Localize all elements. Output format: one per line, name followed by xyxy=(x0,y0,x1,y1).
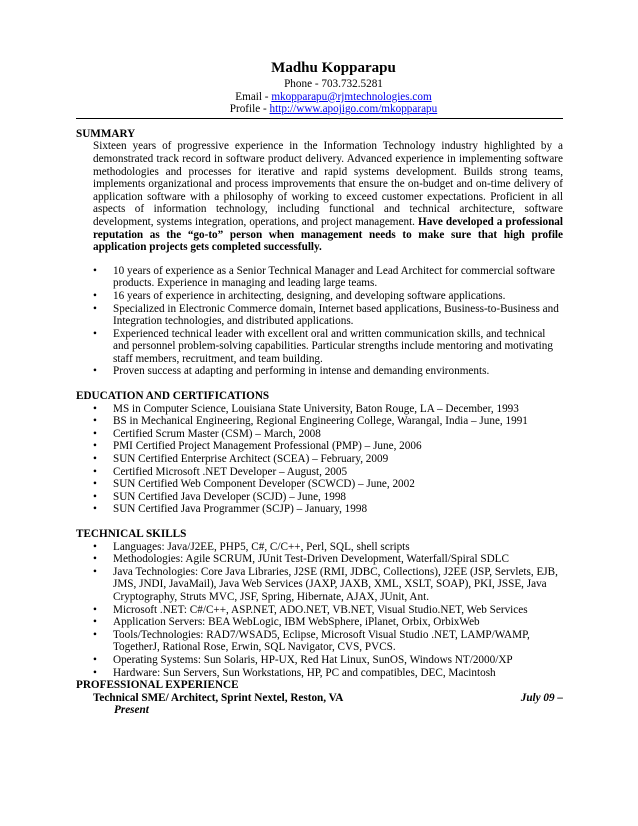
summary-text: Sixteen years of progressive experience in the Information Technology industry highlighted by a demonstrated track record in software product delivery. Advanced experience in implementing software methodologies and processes for iterative and rapid systems development. Builds strong teams, implements organizational and process improvements that ensure the on-budget and on-time delivery of application software with a philosophy of working to exceed customer expectations. Proficient in all aspects of information technology, including functional and technical architecture, software development, systems integration, operations, and project management. xyxy=(93,140,563,228)
email-line xyxy=(104,91,563,104)
bullet-icon: • xyxy=(93,302,97,315)
list-item: • MS in Computer Science, Louisiana State University, Baton Rouge, LA – December, 1993 xyxy=(93,402,519,415)
list-item: • 10 years of experience as a Senior Technical Manager and Lead Architect for commercial software products. Experience in managing and leading large teams. xyxy=(93,264,555,290)
bullet-icon: • xyxy=(93,565,97,578)
skills-heading: TECHNICAL SKILLS xyxy=(76,528,187,540)
list-item: • Tools/Technologies: RAD7/WSAD5, Eclipse, Microsoft Visual Studio .NET, LAMP/WAMP, TogetherJ, Rational Rose, Erwin, SQL Navigator, CVS, PVCS. xyxy=(93,628,530,654)
bullet-icon: • xyxy=(93,289,97,302)
bullet-icon: • xyxy=(93,453,97,466)
bullet-icon: • xyxy=(93,653,97,666)
list-item: • BS in Mechanical Engineering, Regional Engineering College, Warangal, India – June, 1991 xyxy=(93,415,528,428)
summary-heading: SUMMARY xyxy=(76,127,136,140)
list-item: • PMI Certified Project Management Professional (PMP) – June, 2006 xyxy=(93,440,422,453)
list-item: • Methodologies: Agile SCRUM, JUnit Test-Driven Development, Waterfall/Spiral SDLC xyxy=(93,553,509,566)
bullet-icon: • xyxy=(93,503,97,516)
summary-bullets xyxy=(93,265,563,378)
bullet-icon: • xyxy=(93,440,97,453)
summary-paragraph xyxy=(93,140,563,253)
list-item: • Specialized in Electronic Commerce domain, Internet based applications, Business-to-Business and Integration technologies, and distributed applications. xyxy=(93,302,559,328)
list-item: • SUN Certified Web Component Developer (SCWCD) – June, 2002 xyxy=(93,478,415,491)
email-label: Email - xyxy=(235,90,272,103)
list-item: • SUN Certified Java Programmer (SCJP) – January, 1998 xyxy=(93,503,368,516)
list-item: • Certified Microsoft .NET Developer – August, 2005 xyxy=(93,465,348,478)
list-item: • Application Servers: BEA WebLogic, IBM WebSphere, iPlanet, Orbix, OrbixWeb xyxy=(93,616,480,629)
profile-link[interactable]: http://www.apojigo.com/mkopparapu xyxy=(269,103,438,116)
job-title: Technical SME/ Architect, Sprint Nextel, Reston, VA xyxy=(93,691,344,704)
email-link[interactable]: mkopparapu@rjmtechnologies.com xyxy=(271,90,432,103)
bullet-icon: • xyxy=(93,465,97,478)
list-item: • Microsoft .NET: C#/C++, ASP.NET, ADO.NET, VB.NET, Visual Studio.NET, Web Services xyxy=(93,603,528,616)
phone-line: Phone - 703.732.5281 xyxy=(284,78,383,90)
bullet-icon: • xyxy=(93,616,97,629)
resume-header xyxy=(104,60,563,116)
list-item: • Certified Scrum Master (CSM) – March, 2008 xyxy=(93,427,321,440)
summary-bold-text: Have developed a professional reputation as the “go-to” person when management needs to make sure that high profile application projects gets completed successfully. xyxy=(93,215,563,254)
profile-label: Profile - xyxy=(229,103,270,116)
list-item: • Operating Systems: Sun Solaris, HP-UX, Red Hat Linux, SunOS, Windows NT/2000/XP xyxy=(93,653,513,666)
list-item: • Experienced technical leader with excellent oral and written communication skills, and technical and personnel problem-solving capabilities. Particular strengths include mentoring and motivating staff members, recruitment, and team building. xyxy=(93,327,553,365)
bullet-icon: • xyxy=(93,666,97,679)
profile-line xyxy=(104,103,563,116)
candidate-name: Madhu Kopparapu xyxy=(271,60,396,76)
education-bullets xyxy=(93,403,563,516)
job-date: July 09 – xyxy=(520,691,563,704)
bullet-icon: • xyxy=(93,365,97,378)
list-item: • SUN Certified Enterprise Architect (SCEA) – February, 2009 xyxy=(93,453,389,466)
bullet-icon: • xyxy=(93,490,97,503)
skills-bullets xyxy=(93,541,563,680)
header-divider xyxy=(76,118,563,119)
bullet-icon: • xyxy=(93,427,97,440)
job-entry xyxy=(93,692,563,705)
bullet-icon: • xyxy=(93,603,97,616)
bullet-icon: • xyxy=(93,540,97,553)
bullet-icon: • xyxy=(93,327,97,340)
list-item: • Java Technologies: Core Java Libraries, J2SE (RMI, JDBC, Collections), J2EE (JSP, Servlets, EJB, JMS, JNDI, JavaMail), Java Web Services (JAXP, JAXB, XML, XSLT, SOAP), PKI, JSSE, Java Cryptography, Struts MVC, JSF, Spring, Hibernate, AJAX, JUnit, Ant. xyxy=(93,565,558,603)
list-item: • SUN Certified Java Developer (SCJD) – June, 1998 xyxy=(93,490,347,503)
bullet-icon: • xyxy=(93,628,97,641)
list-item: • Proven success at adapting and performing in intense and demanding environments. xyxy=(93,365,490,378)
list-item: • 16 years of experience in architecting, designing, and developing software applications. xyxy=(93,289,506,302)
experience-heading: PROFESSIONAL EXPERIENCE xyxy=(76,679,239,692)
list-item: • Hardware: Sun Servers, Sun Workstations, HP, PC and compatibles, DEC, Macintosh xyxy=(93,666,496,679)
education-heading: EDUCATION AND CERTIFICATIONS xyxy=(76,390,270,403)
job-present: Present xyxy=(114,704,149,717)
bullet-icon: • xyxy=(93,553,97,566)
bullet-icon: • xyxy=(93,478,97,491)
bullet-icon: • xyxy=(93,402,97,415)
bullet-icon: • xyxy=(93,264,97,277)
list-item: • Languages: Java/J2EE, PHP5, C#, C/C++, Perl, SQL, shell scripts xyxy=(93,540,410,553)
bullet-icon: • xyxy=(93,415,97,428)
